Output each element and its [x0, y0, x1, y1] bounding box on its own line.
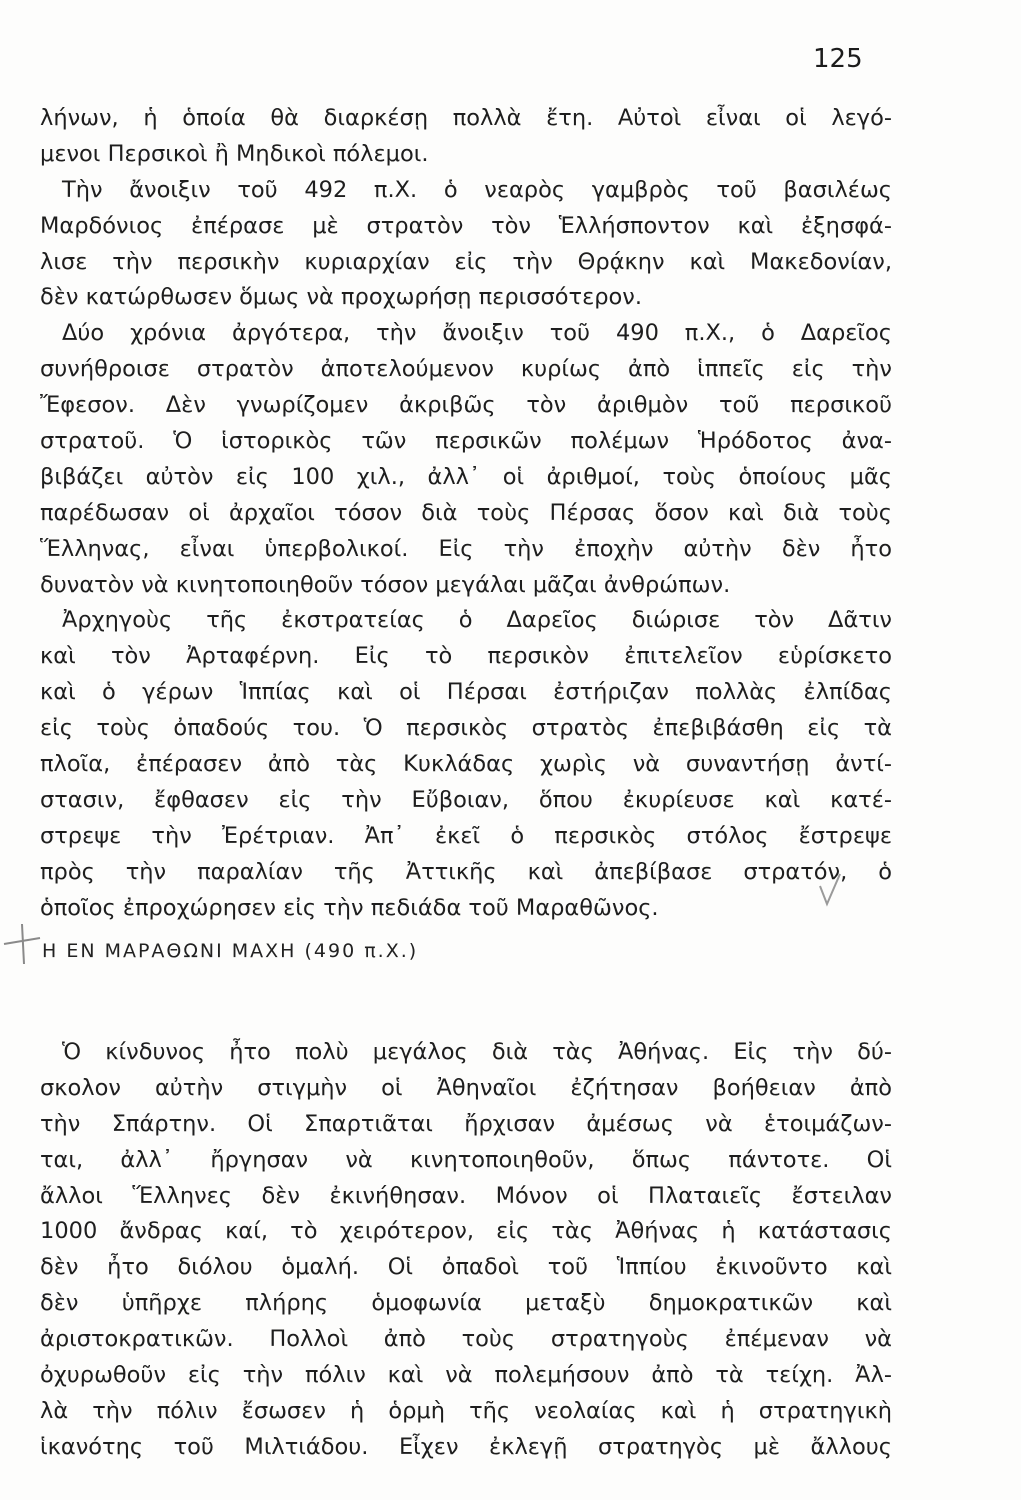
text-line: δυνατὸν νὰ κινητοποιηθοῦν τόσον μεγάλαι μᾶζαι ἀνθρώπων.	[40, 571, 731, 598]
text-line: παρέδωσαν οἱ ἀρχαῖοι τόσον διὰ τοὺς Πέρσας ὅσον καὶ διὰ τοὺς	[40, 499, 892, 526]
text-line: τὴν Σπάρτην. Οἱ Σπαρτιᾶται ἤρχισαν ἀμέσως νὰ ἑτοιμάζων-	[40, 1110, 892, 1137]
pencil-check-mark	[818, 872, 842, 908]
text-line: βιβάζει αὐτὸν εἰς 100 χιλ., ἀλλ᾽ οἱ ἀριθμοί, τοὺς ὁποίους μᾶς	[40, 463, 892, 490]
text-line: ται, ἀλλ᾽ ἤργησαν νὰ κινητοποιηθοῦν, ὅπως πάντοτε. Οἱ	[40, 1146, 892, 1173]
section-heading: Η ΕΝ ΜΑΡΑΘΩΝΙ ΜΑΧΗ (490 π.Χ.)	[42, 940, 419, 962]
text-line: μενοι Περσικοὶ ἢ Μηδικοὶ πόλεμοι.	[40, 140, 429, 167]
text-line: σκολον αὐτὴν στιγμὴν οἱ Ἀθηναῖοι ἐζήτησαν βοήθειαν ἀπὸ	[40, 1074, 892, 1101]
text-line: πλοῖα, ἐπέρασεν ἀπὸ τὰς Κυκλάδας χωρὶς νὰ συναντήσῃ ἀντί-	[40, 751, 892, 778]
text-line: εἰς τοὺς ὀπαδούς του. Ὁ περσικὸς στρατὸς ἐπεβιβάσθη εἰς τὰ	[40, 715, 892, 742]
text-line: ἀριστοκρατικῶν. Πολλοὶ ἀπὸ τοὺς στρατηγοὺς ἐπέμεναν νὰ	[40, 1326, 892, 1353]
text-line: δὲν κατώρθωσεν ὅμως νὰ προχωρήσῃ περισσότερον.	[40, 284, 643, 311]
text-line: λήνων, ἡ ὁποία θὰ διαρκέσῃ πολλὰ ἔτη. Αὐτοὶ εἶναι οἱ λεγό-	[40, 105, 892, 131]
text-line: καὶ ὁ γέρων Ἱππίας καὶ οἱ Πέρσαι ἐστήριζαν πολλὰς ἐλπίδας	[40, 679, 892, 706]
page-number: 125	[813, 44, 863, 74]
text-block-persian-wars	[40, 101, 892, 926]
text-line: ὀχυρωθοῦν εἰς τὴν πόλιν καὶ νὰ πολεμήσουν ἀπὸ τὰ τείχη. Ἀλ-	[40, 1362, 892, 1389]
text-line: λὰ τὴν πόλιν ἔσωσεν ἡ ὁρμὴ τῆς νεολαίας καὶ ἡ στρατηγικὴ	[40, 1397, 892, 1424]
text-block-marathon	[40, 1035, 892, 1466]
text-line: δὲν ὑπῆρχε πλήρης ὁμοφωνία μεταξὺ δημοκρατικῶν καὶ	[40, 1290, 892, 1317]
text-line: Δύο χρόνια ἀργότερα, τὴν ἄνοιξιν τοῦ 490 π.Χ., ὁ Δαρεῖος	[62, 320, 892, 347]
text-line: συνήθροισε στρατὸν ἀποτελούμενον κυρίως ἀπὸ ἱππεῖς εἰς τὴν	[40, 356, 892, 383]
text-line: καὶ τὸν Ἀρταφέρνη. Εἰς τὸ περσικὸν ἐπιτελεῖον εὑρίσκετο	[40, 643, 892, 670]
text-line: Ἔφεσον. Δὲν γνωρίζομεν ἀκριβῶς τὸν ἀριθμὸν τοῦ περσικοῦ	[40, 392, 892, 419]
text-line: Μαρδόνιος ἐπέρασε μὲ στρατὸν τὸν Ἑλλήσποντον καὶ ἐξησφά-	[40, 212, 892, 239]
text-line: 1000 ἄνδρας καί, τὸ χειρότερον, εἰς τὰς Ἀθήνας ἡ κατάστασις	[40, 1218, 892, 1245]
pencil-cross-mark	[0, 920, 44, 968]
text-line: πρὸς τὴν παραλίαν τῆς Ἀττικῆς καὶ ἀπεβίβασε στρατόν, ὁ	[40, 858, 892, 885]
text-line: Τὴν ἄνοιξιν τοῦ 492 π.Χ. ὁ νεαρὸς γαμβρὸς τοῦ βασιλέως	[62, 176, 892, 203]
text-line: Ἀρχηγοὺς τῆς ἐκστρατείας ὁ Δαρεῖος διώρισε τὸν Δᾶτιν	[62, 607, 892, 634]
text-line: ἱκανότης τοῦ Μιλτιάδου. Εἶχεν ἐκλεγῇ στρατηγὸς μὲ ἄλλους	[40, 1433, 892, 1460]
text-line: δὲν ἦτο διόλου ὁμαλή. Οἱ ὀπαδοὶ τοῦ Ἱππίου ἐκινοῦντο καὶ	[40, 1254, 892, 1281]
text-line: Ὁ κίνδυνος ἦτο πολὺ μεγάλος διὰ τὰς Ἀθήνας. Εἰς τὴν δύ-	[62, 1039, 892, 1065]
text-line: στρεψε τὴν Ἐρέτριαν. Ἀπ᾽ ἐκεῖ ὁ περσικὸς στόλος ἔστρεψε	[40, 822, 892, 849]
text-line: λισε τὴν περσικὴν κυριαρχίαν εἰς τὴν Θρᾴκην καὶ Μακεδονίαν,	[40, 248, 892, 275]
text-line: ἄλλοι Ἕλληνες δὲν ἐκινήθησαν. Μόνον οἱ Πλαταιεῖς ἔστειλαν	[40, 1182, 892, 1209]
text-line: ὁποῖος ἐπροχώρησεν εἰς τὴν πεδιάδα τοῦ Μαραθῶνος.	[40, 894, 659, 921]
text-line: Ἕλληνας, εἶναι ὑπερβολικοί. Εἰς τὴν ἐποχὴν αὐτὴν δὲν ἦτο	[40, 535, 892, 562]
text-line: στασιν, ἔφθασεν εἰς τὴν Εὔβοιαν, ὅπου ἐκυρίευσε καὶ κατέ-	[40, 786, 892, 813]
text-line: στρατοῦ. Ὁ ἱστορικὸς τῶν περσικῶν πολέμων Ἡρόδοτος ἀνα-	[40, 428, 892, 455]
